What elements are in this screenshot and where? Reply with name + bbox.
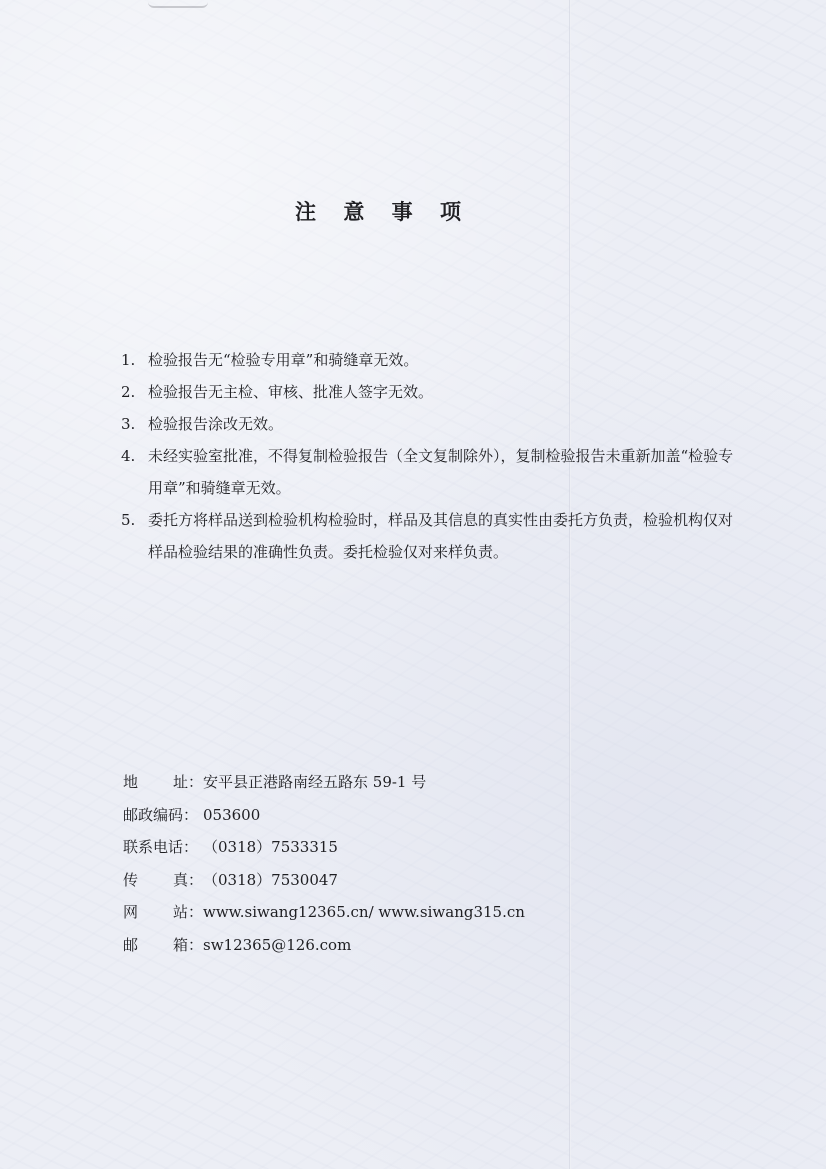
contact-postcode (123, 799, 743, 832)
note-text: 检验报告涂改无效。 (148, 415, 284, 433)
note-number: 4. (121, 447, 136, 465)
address-value: 安平县正港路南经五路东 59-1 号 (203, 773, 427, 791)
note-text: 未经实验室批准，不得复制检验报告（全文复制除外），复制检验报告未重新加盖“检验专用章”和骑缝章无效。 (148, 447, 734, 497)
note-number: 5. (121, 511, 136, 529)
note-number: 3. (121, 415, 136, 433)
postcode-value: 053600 (203, 805, 261, 824)
phone-value: （0318）7533315 (203, 838, 338, 856)
note-text: 委托方将样品送到检验机构检验时，样品及其信息的真实性由委托方负责，检验机构仅对样品检验结果的准确性负责。委托检验仅对来样负责。 (148, 511, 734, 561)
email-value: sw12365@126.com (203, 935, 352, 954)
scan-edge-mark (148, 0, 208, 8)
contact-website (123, 896, 743, 929)
website-value: www.siwang12365.cn/ www.siwang315.cn (203, 903, 525, 921)
note-number: 2. (121, 383, 136, 401)
contact-label: 联系电话： (123, 838, 199, 856)
contact-label: 网 站： (123, 903, 203, 921)
note-text: 检验报告无“检验专用章”和骑缝章无效。 (148, 351, 419, 369)
note-item-1 (121, 344, 741, 376)
page-title: 注 意 事 项 (295, 200, 471, 224)
note-number: 1. (121, 351, 136, 369)
notes-list (121, 344, 741, 568)
contact-fax (123, 864, 743, 897)
fax-value: （0318）7530047 (203, 870, 338, 889)
note-item-2 (121, 376, 741, 408)
note-item-4 (121, 440, 741, 504)
contact-label: 邮 箱： (123, 935, 203, 954)
contact-phone (123, 831, 743, 864)
note-item-5 (121, 504, 741, 568)
contact-address (123, 766, 743, 799)
note-text: 检验报告无主检、审核、批准人签字无效。 (148, 383, 434, 401)
fold-line (569, 0, 571, 1169)
note-item-3 (121, 408, 741, 440)
contact-email (123, 929, 743, 962)
contact-info (123, 766, 743, 961)
contact-label: 邮政编码： (123, 805, 199, 824)
contact-label: 地 址： (123, 773, 203, 791)
contact-label: 传 真： (123, 870, 203, 889)
